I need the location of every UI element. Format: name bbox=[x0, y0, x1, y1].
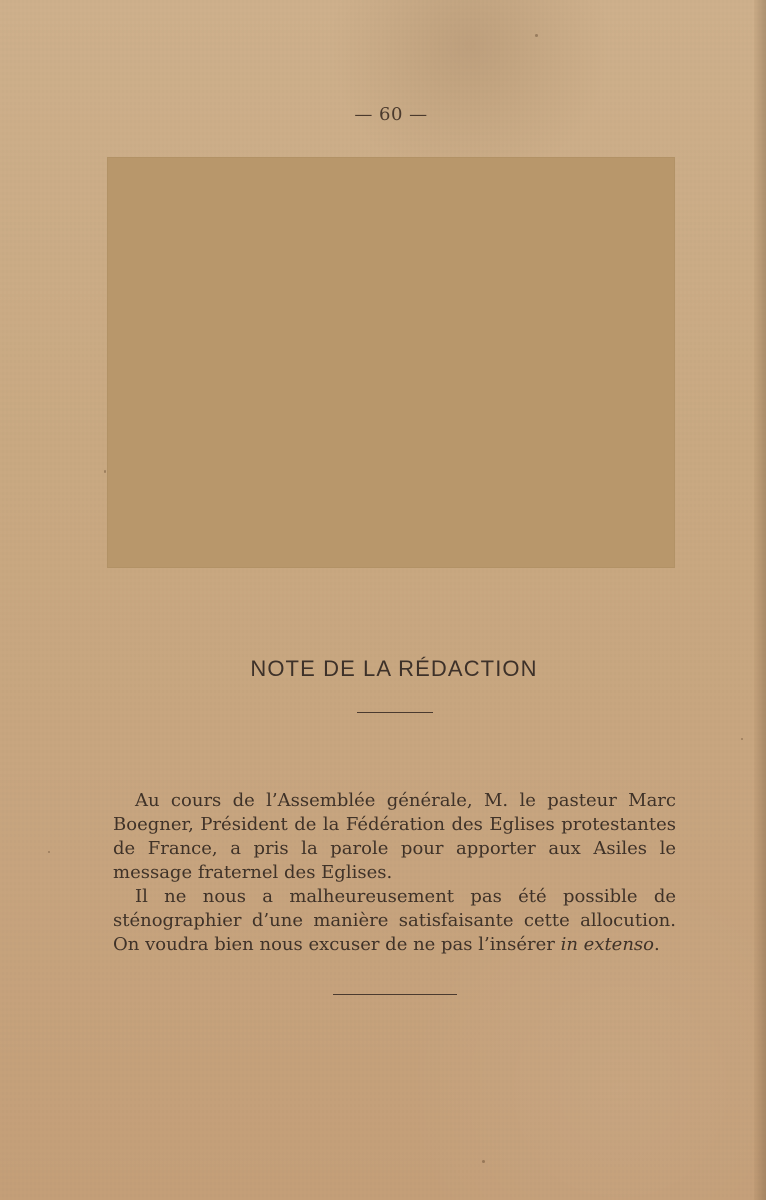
page-number: — 60 — bbox=[354, 104, 428, 125]
paper-speck bbox=[535, 34, 538, 37]
paragraph-1 bbox=[113, 789, 676, 885]
bottom-divider bbox=[333, 994, 457, 995]
paper-speck bbox=[48, 851, 50, 853]
section-title: NOTE DE LA RÉDACTION bbox=[250, 656, 538, 681]
paragraph-2-text: Il ne nous a malheureusement pas été possible de sténographier d’une manière satisfaisante cette allocution. On voudra bien nous excuser de ne pas l’insérer bbox=[113, 886, 676, 955]
paragraph-2-ending: . bbox=[654, 934, 660, 955]
paragraph-2-italic-text: in extenso bbox=[560, 934, 654, 955]
paragraph-2 bbox=[113, 885, 676, 957]
title-divider bbox=[357, 712, 433, 713]
paper-speck bbox=[741, 738, 743, 740]
document-body bbox=[113, 789, 676, 957]
redacted-image-area bbox=[107, 157, 675, 568]
paper-speck bbox=[104, 470, 106, 473]
paper-speck bbox=[482, 1160, 485, 1163]
paragraph-1-text: Au cours de l’Assemblée générale, M. le pasteur Marc Boegner, Président de la Fédération des Eglises protestantes de France, a pris la parole pour apporter aux Asiles le message fraternel des Eglises. bbox=[113, 790, 676, 883]
